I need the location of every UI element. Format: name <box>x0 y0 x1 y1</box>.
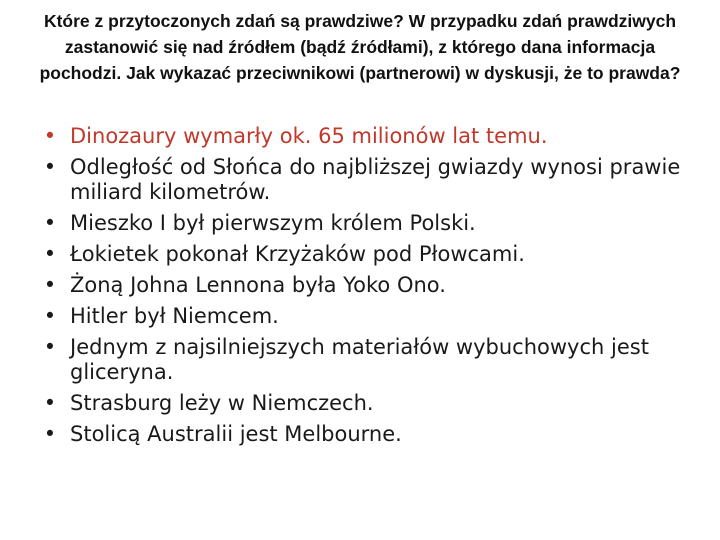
statement-text: Hitler był Niemcem. <box>70 304 279 328</box>
statement-text: Stolicą Australii jest Melbourne. <box>70 422 402 446</box>
bullet-icon: • <box>43 242 57 266</box>
statement-list <box>42 124 692 453</box>
bullet-icon: • <box>43 211 57 235</box>
list-item <box>42 155 692 205</box>
bullet-icon: • <box>43 273 57 297</box>
statement-text: Mieszko I był pierwszym królem Polski. <box>70 211 476 235</box>
list-item <box>42 124 692 149</box>
statement-text: Strasburg leży w Niemczech. <box>70 391 374 415</box>
list-item <box>42 211 692 236</box>
bullet-icon: • <box>43 335 57 359</box>
list-item <box>42 273 692 298</box>
slide-heading: Które z przytoczonych zdań są prawdziwe? W przypadku zdań prawdziwych zastanowić się nad źródłem (bądź źródłami), z którego dana informacja pochodzi. Jak wykazać przeciwnikowi (partnerowi) w dyskusji, że to prawda? <box>39 11 681 83</box>
list-item <box>42 242 692 267</box>
statement-text: Jednym z najsilniejszych materiałów wybuchowych jest gliceryna. <box>70 335 649 384</box>
list-item <box>42 422 692 447</box>
list-item <box>42 335 692 385</box>
statement-text: Żoną Johna Lennona była Yoko Ono. <box>70 273 446 297</box>
statement-text: Łokietek pokonał Krzyżaków pod Płowcami. <box>70 242 525 266</box>
list-item <box>42 391 692 416</box>
list-item <box>42 304 692 329</box>
bullet-icon: • <box>43 422 57 446</box>
bullet-icon: • <box>43 155 57 179</box>
bullet-icon: • <box>43 391 57 415</box>
bullet-icon: • <box>43 124 57 148</box>
statement-text: Dinozaury wymarły ok. 65 milionów lat temu. <box>70 124 548 148</box>
bullet-icon: • <box>43 304 57 328</box>
statement-text: Odległość od Słońca do najbliższej gwiazdy wynosi prawie miliard kilometrów. <box>70 155 681 204</box>
